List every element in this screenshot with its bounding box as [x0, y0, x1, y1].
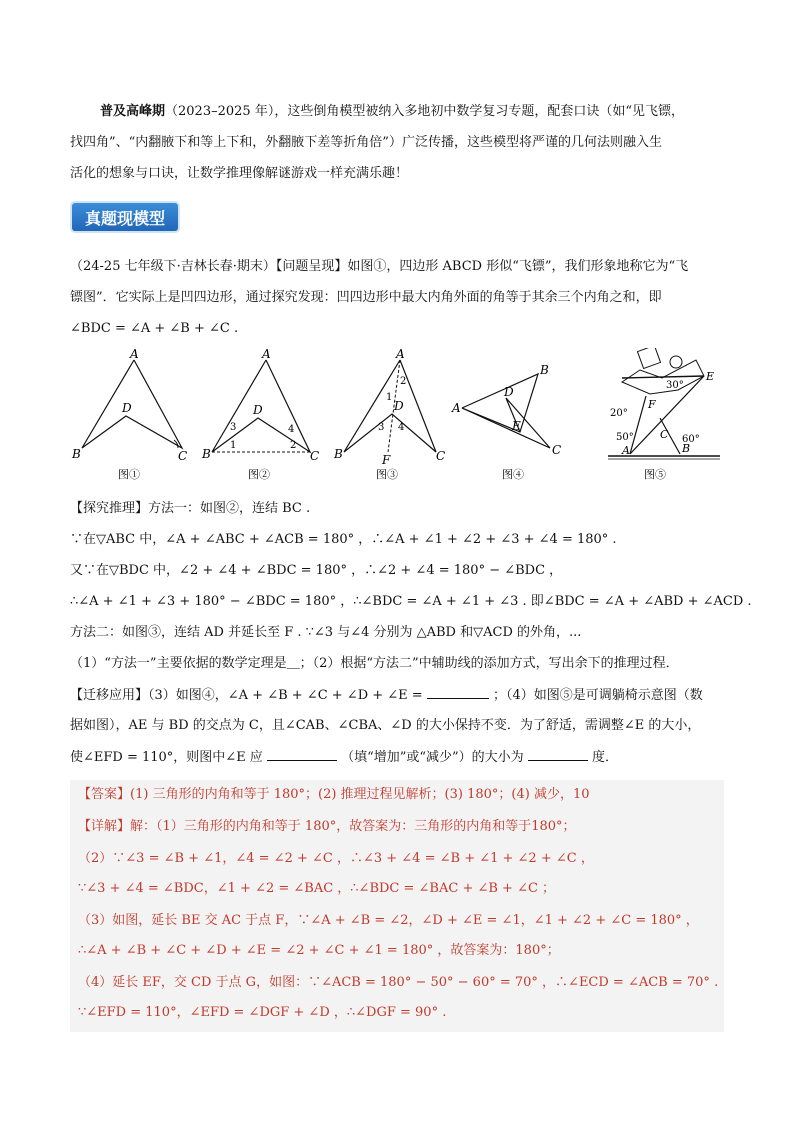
fig2-label-b: B — [202, 447, 211, 461]
fig3-label-c: C — [436, 449, 446, 463]
fig2-caption: 图② — [248, 468, 270, 481]
problem-line-1: （24-25 七年级下·吉林长春·期末）【问题呈现】如图①，四边形 ABCD 形似“飞镖”，我们形象地称它为“飞 — [70, 259, 689, 274]
detail-tag: 【详解】 — [78, 819, 131, 834]
fig3-angle-1: 1 — [386, 392, 393, 403]
fig5-label-f: F — [648, 398, 656, 411]
detail-line-6: （4）延长 EF，交 CD 于点 G，如图：∵∠ACB = 180° − 50° − 60° = 70° ，∴∠ECD = ∠ACB = 70° . — [78, 975, 719, 990]
intro-line-1-rest: （2023–2025 年），这些倒角模型被纳入多地初中数学复习专题，配套口诀（如“见飞镖， — [165, 104, 684, 119]
fig3-label-d: D — [394, 399, 404, 413]
fig2-angle-2: 2 — [290, 440, 297, 451]
fig1-label-a: A — [130, 348, 139, 361]
fig3-label-f: F — [382, 453, 391, 467]
intro-line-3: 活化的想象与口诀，让数学推理像解谜游戏一样充满乐趣！ — [70, 166, 409, 181]
fig5-caption: 图⑤ — [644, 468, 666, 481]
fig5-angle-20: 20° — [610, 408, 628, 419]
figure-4-drawing — [450, 348, 580, 488]
detail-line-2: （2）∵∠3 = ∠B + ∠1，∠4 = ∠2 + ∠C ，∴∠3 + ∠4 = ∠B + ∠1 + ∠2 + ∠C ， — [78, 851, 594, 866]
intro-line-2: 找四角”、“内翻腋下和等上下和，外翻腋下差等折角倍”）广泛传播，这些模型将严谨的几何法则融入生 — [70, 135, 662, 150]
intro-lead: 普及高峰期 — [100, 104, 166, 119]
detail-line-5: ∴∠A + ∠B + ∠C + ∠D + ∠E = ∠2 + ∠C + ∠1 = 180° ，故答案为：180°； — [78, 943, 560, 958]
explore-line-5: 方法二：如图③，连结 AD 并延长至 F . ∵∠3 与∠4 分别为 △ABD 和▽ACD 的外角，... — [70, 625, 582, 640]
fig3-label-a: A — [396, 348, 405, 361]
detail-line-7: ∵∠EFD = 110°，∠EFD = ∠DGF + ∠D ，∴∠DGF = 90° . — [78, 1005, 447, 1020]
answer-block — [70, 780, 724, 1032]
question-line-4 — [70, 748, 726, 767]
question-4-part-a: 使∠EFD = 110°，则图中∠E 应 — [70, 750, 263, 765]
answer-text: (1) 三角形的内角和等于 180°；(2) 推理过程见解析；(3) 180°；(4) 减少，10 — [130, 787, 590, 802]
fig4-label-b: B — [540, 363, 549, 377]
fig5-label-c: C — [660, 428, 669, 441]
fig5-label-e: E — [706, 370, 715, 383]
detail-line-4: （3）如图，延长 BE 交 AC 于点 F，∵∠A + ∠B = ∠2，∠D + ∠E = ∠1，∠1 + ∠2 + ∠C = 180° ， — [78, 913, 699, 928]
explore-line-3: 又∵在▽BDC 中，∠2 + ∠4 + ∠BDC = 180° ，∴∠2 + ∠4 = 180° − ∠BDC ， — [70, 563, 563, 578]
figure-5-drawing — [600, 348, 726, 488]
fig2-angle-1: 1 — [230, 440, 237, 451]
fig4-label-c: C — [552, 443, 562, 457]
figure-3-drawing — [330, 348, 450, 488]
fig2-label-a: A — [262, 348, 271, 361]
fig1-label-b: B — [72, 447, 81, 461]
problem-line-2: 镖图”．它实际上是凹四边形，通过探究发现：凹四边形中最大内角外面的角等于其余三个内角之和，即 — [70, 290, 662, 305]
figure-3 — [330, 348, 450, 488]
explore-line-2: ∵在▽ABC 中，∠A + ∠ABC + ∠ACB = 180° ，∴∠A + ∠1 + ∠2 + ∠3 + ∠4 = 180° . — [70, 532, 617, 547]
fig2-label-d: D — [253, 403, 263, 417]
question-line-1: （1）“方法一”主要依据的数学定理是＿；（2）根据“方法二”中辅助线的添加方式，写出余下的推理过程． — [70, 656, 679, 671]
fig5-angle-50: 50° — [616, 432, 634, 443]
fig3-label-b: B — [334, 447, 343, 461]
fig5-angle-30: 30° — [666, 380, 684, 391]
fig2-angle-4: 4 — [288, 424, 295, 435]
answer-blank-4b[interactable] — [528, 748, 588, 761]
fig3-caption: 图③ — [376, 468, 398, 481]
fig4-label-d: D — [504, 385, 514, 399]
answer-blank-3[interactable] — [427, 686, 489, 699]
figure-1-drawing — [70, 348, 200, 488]
fig3-angle-4: 4 — [398, 422, 405, 433]
question-4-part-b: （填“增加”或“减少”）的大小为 — [341, 750, 524, 765]
question-line-3: 据如图），AE 与 BD 的交点为 C，且∠CAB、∠CBA、∠D 的大小保持不变．为了舒适，需调整∠E 的大小， — [70, 718, 701, 733]
figure-2 — [200, 348, 330, 488]
answer-line — [78, 786, 718, 804]
fig5-label-a: A — [622, 444, 630, 457]
fig2-angle-3: 3 — [230, 422, 237, 433]
fig5-label-b: B — [682, 442, 691, 455]
question-line-2 — [70, 686, 726, 705]
problem-line-3: ∠BDC = ∠A + ∠B + ∠C . — [70, 321, 239, 336]
fig4-caption: 图④ — [502, 468, 524, 481]
fig2-label-c: C — [310, 449, 320, 463]
fig1-label-d: D — [122, 401, 132, 415]
intro-line-1 — [100, 103, 756, 121]
figure-5 — [600, 348, 726, 488]
answer-tag: 【答案】 — [78, 787, 131, 802]
fig3-angle-2: 2 — [400, 376, 407, 387]
detail-line-1 — [78, 818, 718, 836]
figure-4 — [450, 348, 580, 488]
fig1-caption: 图① — [118, 468, 140, 481]
question-4-text: ；（4）如图⑤是可调躺椅示意图（数 — [492, 688, 703, 703]
detail-text-1: 解：（1）三角形的内角和等于 180°，故答案为：三角形的内角和等于180°； — [130, 819, 576, 834]
fig4-label-a: A — [452, 401, 461, 415]
fig5-angle-60: 60° — [682, 434, 700, 445]
figure-2-drawing — [200, 348, 330, 488]
fig1-label-c: C — [178, 449, 188, 463]
figure-1 — [70, 348, 200, 488]
explore-line-4: ∴∠A + ∠1 + ∠3 + 180° − ∠BDC = 180° ，∴∠BDC = ∠A + ∠1 + ∠3 . 即∠BDC = ∠A + ∠ABD + ∠ACD . — [70, 594, 752, 609]
fig3-angle-3: 3 — [378, 422, 385, 433]
question-3-text: 【迁移应用】（3）如图④，∠A + ∠B + ∠C + ∠D + ∠E = — [70, 688, 423, 703]
explore-line-1: 【探究推理】方法一：如图②，连结 BC . — [70, 501, 311, 516]
section-badge: 真题现模型 — [72, 203, 178, 231]
detail-line-3: ∵∠3 + ∠4 = ∠BDC，∠1 + ∠2 = ∠BAC ，∴∠BDC = ∠BAC + ∠B + ∠C ； — [78, 881, 556, 896]
fig4-label-e: E — [512, 419, 521, 433]
question-4-part-c: 度． — [591, 750, 618, 765]
answer-blank-4a[interactable] — [267, 748, 337, 761]
